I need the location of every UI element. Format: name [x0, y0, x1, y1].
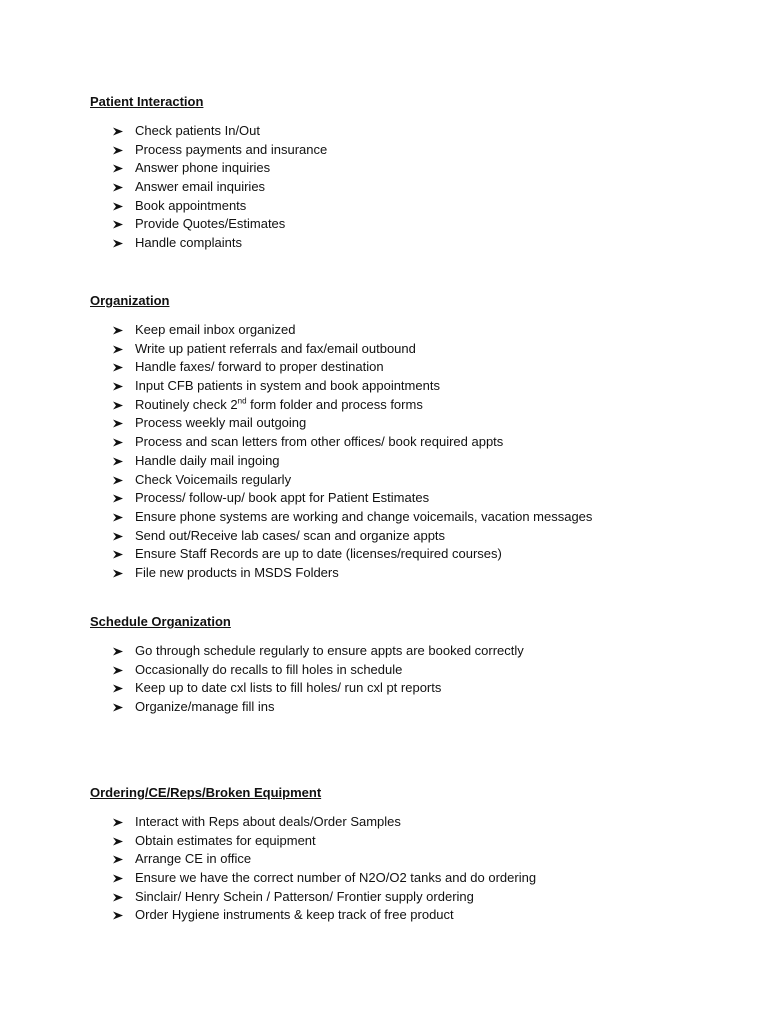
list-item-text: Process weekly mail outgoing [135, 415, 307, 431]
arrowhead-bullet-icon [112, 471, 124, 490]
arrowhead-bullet-icon [112, 508, 124, 527]
arrowhead-bullet-icon [112, 869, 124, 888]
arrowhead-bullet-icon [112, 906, 124, 925]
bullet-list [90, 122, 730, 253]
list-item-text: Handle complaints [135, 235, 242, 251]
list-item-text: File new products in MSDS Folders [135, 564, 339, 580]
section-patient-interaction [90, 94, 730, 253]
arrowhead-bullet-icon [112, 396, 124, 415]
list-item-text: Handle daily mail ingoing [135, 452, 280, 468]
list-item [90, 452, 730, 471]
arrowhead-bullet-icon [112, 197, 124, 216]
list-item [90, 888, 730, 907]
arrowhead-bullet-icon [112, 888, 124, 907]
arrowhead-bullet-icon [112, 642, 124, 661]
list-item-text: Write up patient referrals and fax/email outbound [135, 340, 416, 356]
arrowhead-bullet-icon [112, 377, 124, 396]
list-item-text: Process payments and insurance [135, 141, 328, 157]
list-item-text: Handle faxes/ forward to proper destination [135, 359, 384, 375]
arrowhead-bullet-icon [112, 452, 124, 471]
section-schedule-organization [90, 614, 730, 717]
arrowhead-bullet-icon [112, 661, 124, 680]
section-title: Schedule Organization [90, 614, 231, 629]
bullet-list [90, 642, 730, 717]
list-item [90, 698, 730, 717]
section-title: Ordering/CE/Reps/Broken Equipment [90, 785, 322, 800]
list-item-text: Check patients In/Out [135, 123, 261, 138]
list-item-text: Ensure we have the correct number of N2O/O2 tanks and do ordering [135, 870, 537, 886]
list-item-text: Sinclair/ Henry Schein / Patterson/ Frontier supply ordering [135, 888, 474, 904]
arrowhead-bullet-icon [112, 545, 124, 564]
bullet-list [90, 813, 730, 925]
section-title: Patient Interaction [90, 94, 204, 109]
arrowhead-bullet-icon [112, 340, 124, 359]
list-item-text: Keep up to date cxl lists to fill holes/ run cxl pt reports [135, 680, 442, 696]
arrowhead-bullet-icon [112, 832, 124, 851]
list-item-text: Provide Quotes/Estimates [135, 216, 286, 232]
arrowhead-bullet-icon [112, 178, 124, 197]
arrowhead-bullet-icon [112, 433, 124, 452]
list-item [90, 159, 730, 178]
list-item-text: Send out/Receive lab cases/ scan and organize appts [135, 527, 446, 543]
list-item [90, 396, 730, 415]
list-item [90, 832, 730, 851]
list-item-text: Keep email inbox organized [135, 322, 296, 337]
arrowhead-bullet-icon [112, 141, 124, 160]
list-item [90, 358, 730, 377]
arrowhead-bullet-icon [112, 850, 124, 869]
list-item [90, 433, 730, 452]
bullet-list [90, 321, 730, 583]
arrowhead-bullet-icon [112, 564, 124, 583]
section-ordering-ce-reps-broken-equipment [90, 785, 730, 925]
arrowhead-bullet-icon [112, 813, 124, 832]
list-item [90, 340, 730, 359]
arrowhead-bullet-icon [112, 215, 124, 234]
list-item [90, 813, 730, 832]
list-item-text: Process and scan letters from other offices/ book required appts [135, 434, 504, 450]
list-item [90, 527, 730, 546]
list-item-text: Order Hygiene instruments & keep track of free product [135, 907, 454, 923]
list-item [90, 178, 730, 197]
list-item [90, 850, 730, 869]
list-item [90, 414, 730, 433]
section-title: Organization [90, 293, 170, 308]
arrowhead-bullet-icon [112, 321, 124, 340]
list-item-text: Check Voicemails regularly [135, 471, 292, 487]
arrowhead-bullet-icon [112, 358, 124, 377]
list-item [90, 642, 730, 661]
list-item [90, 234, 730, 253]
list-item-text: Ensure Staff Records are up to date (licenses/required courses) [135, 546, 502, 562]
list-item-text: Answer email inquiries [135, 179, 266, 195]
list-item-text: Occasionally do recalls to fill holes in schedule [135, 661, 403, 677]
arrowhead-bullet-icon [112, 698, 124, 717]
list-item-text: Process/ follow-up/ book appt for Patient Estimates [135, 490, 430, 506]
list-item [90, 545, 730, 564]
list-item-text: Book appointments [135, 197, 247, 213]
list-item [90, 906, 730, 925]
list-item-text: Answer phone inquiries [135, 160, 271, 176]
list-item [90, 321, 730, 340]
list-item-text: Go through schedule regularly to ensure appts are booked correctly [135, 643, 524, 658]
arrowhead-bullet-icon [112, 489, 124, 508]
arrowhead-bullet-icon [112, 414, 124, 433]
arrowhead-bullet-icon [112, 234, 124, 253]
list-item [90, 508, 730, 527]
list-item [90, 471, 730, 490]
list-item-text: Routinely check 2nd form folder and process forms [135, 396, 423, 412]
list-item-text: Ensure phone systems are working and change voicemails, vacation messages [135, 508, 593, 524]
list-item-text: Input CFB patients in system and book appointments [135, 378, 440, 394]
list-item [90, 122, 730, 141]
list-item-text: Obtain estimates for equipment [135, 832, 316, 848]
list-item-text: Interact with Reps about deals/Order Samples [135, 814, 401, 829]
arrowhead-bullet-icon [112, 159, 124, 178]
list-item [90, 564, 730, 583]
list-item [90, 679, 730, 698]
list-item [90, 377, 730, 396]
list-item-text: Organize/manage fill ins [135, 699, 275, 715]
arrowhead-bullet-icon [112, 527, 124, 546]
list-item [90, 489, 730, 508]
arrowhead-bullet-icon [112, 122, 124, 141]
list-item-text: Arrange CE in office [135, 851, 252, 867]
arrowhead-bullet-icon [112, 679, 124, 698]
list-item [90, 215, 730, 234]
list-item [90, 661, 730, 680]
section-organization [90, 293, 730, 583]
list-item [90, 141, 730, 160]
list-item [90, 197, 730, 216]
list-item [90, 869, 730, 888]
